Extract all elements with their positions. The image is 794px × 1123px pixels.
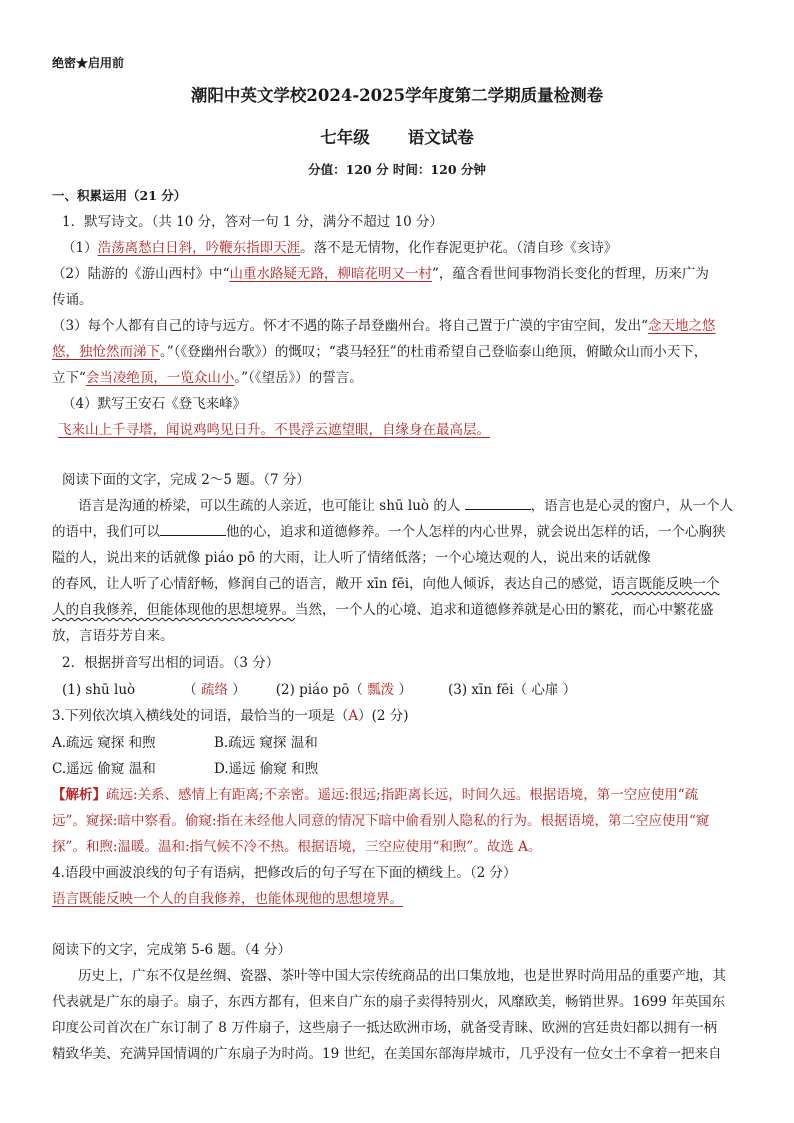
option-c: C.遥远 偷窥 温和 <box>52 761 156 777</box>
q1-3-line1 <box>52 313 742 339</box>
p1-text-a: 语言是沟通的桥梁，可以生疏的人亲近，也可能让 shū luò 的人 <box>78 498 461 514</box>
p1-text-b: ，语言也是心灵的窗户，从一个人 <box>530 498 734 514</box>
q1-4-answer-text: 飞来山上千寻塔，闻说鸡鸣见日升。不畏浮云遮望眼，自缘身在最高层。 <box>58 422 490 438</box>
q1-1-prefix: （1） <box>62 240 98 256</box>
q1-2-prefix: （2）陆游的《游山西村》中“ <box>52 266 230 282</box>
q1-3-c-suffix: 。”（《望岳》）的誓言。 <box>234 370 363 386</box>
p2-text-a: 的语中，我们可以 <box>52 524 160 540</box>
q1-3-c-prefix: 立下“ <box>52 370 86 386</box>
analysis-label: 【解析】 <box>52 787 106 803</box>
reading2-intro: 阅读下的文字，完成第 5-6 题。（4 分） <box>52 942 291 958</box>
option-d: D.遥远 偷窥 和煦 <box>214 761 319 777</box>
q2-3-label: (3) xīn fēi <box>447 682 514 698</box>
q4-answer: 语言既能反映一个人的自我修养，也能体现他的思想境界。 <box>52 891 403 907</box>
q3 <box>52 703 742 729</box>
section-heading: 一、积累运用（21 分） <box>52 188 187 203</box>
q3-text-b: ）(2 分) <box>358 708 409 724</box>
q1-4-answer <box>58 417 742 443</box>
q1-3-answer-1b: 悠，独怆然而涕下 <box>52 344 160 360</box>
exam-subtitle <box>0 125 794 151</box>
q2-1-label: (1) shū luò <box>62 682 136 698</box>
q1-3-text-b: 。”（《登幽州台歌》）的慨叹；“裘马轻狂”的杜甫希望自己登临泰山绝顶，俯瞰众山而小天下， <box>160 344 708 360</box>
q1-1 <box>62 235 742 261</box>
option-b: B.疏远 窥探 温和 <box>214 735 318 751</box>
q2: 2．根据拼音写出相的词语。（3 分） <box>62 655 280 671</box>
exam-title: 潮阳中英文学校2024-2025学年度第二学期质量检测卷 <box>190 86 604 105</box>
q1-1-suffix: 。落不是无情物，化作春泥更护花。（清自珍《亥诗》 <box>300 240 618 256</box>
q2-1-answer: 疏络 <box>200 682 228 698</box>
q4: 4.语段中画波浪线的句子有语病，把修改后的句子写在下面的横线上。（2 分） <box>52 865 517 881</box>
q3-options-row1 <box>52 730 742 756</box>
reading1-para-line6: 放，言语芬芳自来。 <box>52 628 174 644</box>
reading1-para-line2 <box>52 519 742 545</box>
analysis-line1 <box>52 782 742 808</box>
q1-2 <box>52 261 742 287</box>
p5-text-b: 当然，一个人的心境、追求和道德修养就是心田的繁花，而心中繁花盛 <box>295 602 714 618</box>
q4-answer-line <box>52 886 742 912</box>
blank-1 <box>465 495 531 510</box>
reading1-para-line1 <box>78 493 742 519</box>
reading2-para-line4: 精致华美、充满异国情调的广东扇子为时尚。19 世纪，在美国东部海岸城市，几乎没有一位女士不拿着一把来自 <box>52 1046 722 1062</box>
reading1-para-line4 <box>52 571 742 597</box>
q2-2-label: (2) piáo pō <box>275 682 350 698</box>
q1-2-answer: 山重水路疑无路，柳暗花明又一村 <box>229 266 432 282</box>
q1-2-suffix: ”，蕴含看世间事物消长变化的哲理，历来广为 <box>432 266 709 282</box>
q2-2-answer: 瓢泼 <box>367 682 395 698</box>
analysis-text-1: 疏远:关系、感情上有距离;不亲密。遥远:很远;指距离长远，时间久远。根据语境，第一空应使用“疏 <box>106 787 699 803</box>
q1-2-cont: 传诵。 <box>52 292 93 308</box>
q2-3-answer: 心扉 <box>531 682 559 698</box>
p2-text-b: 他的心，追求和道德修养。一个人怎样的内心世界，就会说出怎样的话，一个心胸狭 <box>226 524 726 540</box>
q3-text-a: 3.下列依次填入横线处的词语，最恰当的一项是（ <box>52 708 349 724</box>
grade-label: 七年级 <box>320 128 370 147</box>
q1-1-answer: 浩荡离愁白日斜，吟鞭东指即天涯 <box>97 240 301 256</box>
q1-4: （4）默写王安石《登飞来峰》 <box>62 396 247 412</box>
reading2-para-line1: 历史上，广东不仅是丝绸、瓷器、茶叶等中国大宗传统商品的出口集放地，也是世界时尚用品的重要产地，其 <box>78 968 726 984</box>
subject-label: 语文试卷 <box>407 128 474 147</box>
wavy-sentence-part1: 语言既能反映一个 <box>611 576 720 592</box>
option-a: A.疏远 窥探 和煦 <box>52 735 156 751</box>
q2-answers: (1) shū luò （ 疏络 ） (2) piáo pō（ 瓢泼 ） (3) xīn fēi（ 心扉 ） <box>62 682 577 698</box>
q1-3-line2 <box>52 339 742 365</box>
p4-text-a: 的春风，让人听了心情舒畅，修润自己的语言，敞开 xīn fēi，向他人倾诉，表达自己的感觉， <box>52 576 612 592</box>
reading2-para-line2: 代表就是广东的扇子。扇子，东西方都有，但来自广东的扇子卖得特别火，风靡欧美，畅销世界。1699 年英国东 <box>52 994 726 1010</box>
q1-3-text-a: （3）每个人都有自己的诗与远方。怀才不遇的陈子昂登幽州台。将自己置于广漠的宇宙空间，发出“ <box>52 318 648 334</box>
blank-2 <box>160 521 226 536</box>
score-time: 分值：120 分 时间：120 分钟 <box>308 162 486 177</box>
confidential-mark: 绝密★启用前 <box>52 56 125 70</box>
q3-answer: A <box>348 708 359 724</box>
reading1-para-line3: 隘的人，说出来的话就像 piáo pō 的大雨，让人听了情绪低落；一个心境达观的人，说出来的话就像 <box>52 550 651 566</box>
analysis-line2: 远”。窥探:暗中察看。偷窥:指在未经他人同意的情况下暗中偷看别人隐私的行为。根据语境，第二空应使用“窥 <box>52 813 710 829</box>
q3-options-row2 <box>52 756 742 782</box>
q1-3-answer-2: 会当凌绝顶，一览众山小 <box>85 370 235 386</box>
q1-intro: 1．默写诗文。（共 10 分，答对一句 1 分，满分不超过 10 分） <box>62 214 444 230</box>
reading1-intro: 阅读下面的文字，完成 2～5 题。（7 分） <box>62 472 310 488</box>
reading2-para-line3: 印度公司首次在广东订制了 8 万件扇子，这些扇子一抵达欧洲市场，就备受青睐、欧洲的宫廷贵妇都以拥有一柄 <box>52 1020 718 1036</box>
q1-3-line3 <box>52 365 742 391</box>
q1-3-answer-1a: 念天地之悠 <box>648 318 716 334</box>
reading1-para-line5 <box>52 597 742 623</box>
analysis-line3: 探”。和煦:温暖。温和:指气候不冷不热。根据语境，三空应使用“和煦”。故选 A。 <box>52 839 542 855</box>
wavy-sentence-part2: 人的自我修养，但能体现他的思想境界。 <box>52 602 295 618</box>
